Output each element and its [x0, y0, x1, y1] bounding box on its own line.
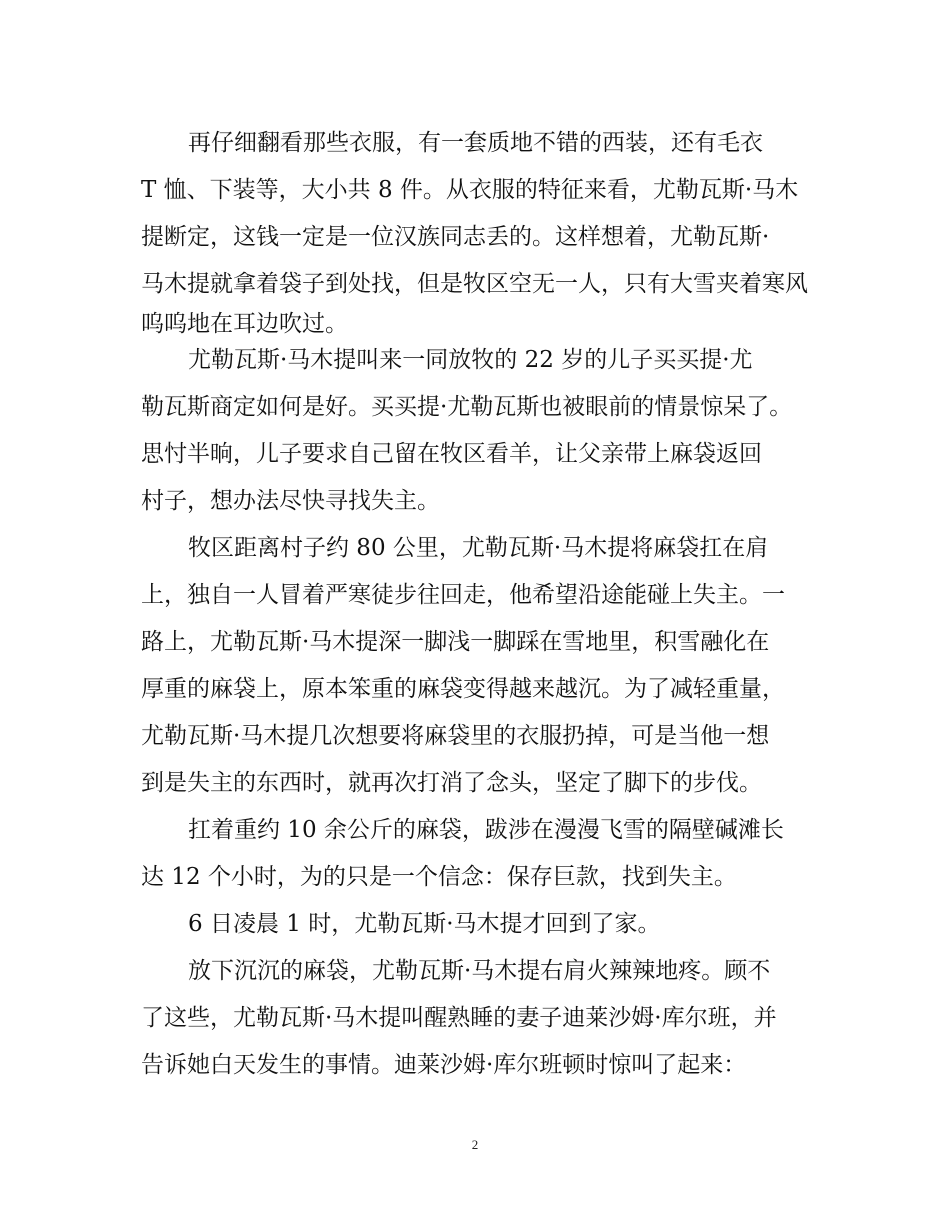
text-line: 提断定，这钱一定是一位汉族同志丢的。这样想着，尤勒瓦斯·	[141, 224, 770, 250]
text-line: 思忖半晌，儿子要求自己留在牧区看羊，让父亲带上麻袋返回	[141, 441, 762, 467]
text-line: 村子，想办法尽快寻找失主。	[141, 488, 440, 514]
text-line: 放下沉沉的麻袋，尤勒瓦斯·马木提右肩火辣辣地疼。顾不	[188, 958, 771, 984]
text-line: 6 日凌晨 1 时，尤勒瓦斯·马木提才回到了家。	[188, 911, 661, 937]
text-line: T 恤、下装等，大小共 8 件。从衣服的特征来看，尤勒瓦斯·马木	[141, 177, 799, 203]
text-line: 马木提就拿着袋子到处找，但是牧区空无一人，只有大雪夹着寒风	[141, 271, 808, 297]
text-line: 扛着重约 10 余公斤的麻袋，跋涉在漫漫飞雪的隔壁碱滩长	[188, 817, 784, 843]
text-line: 尤勒瓦斯·马木提几次想要将麻袋里的衣服扔掉，可是当他一想	[141, 723, 770, 749]
text-line: 再仔细翻看那些衣服，有一套质地不错的西装，还有毛衣	[188, 130, 763, 156]
text-line: 达 12 个小时，为的只是一个信念：保存巨款，找到失主。	[141, 864, 737, 890]
page-number: 2	[471, 1137, 479, 1152]
text-line: 了这些，尤勒瓦斯·马木提叫醒熟睡的妻子迪莱沙姆·库尔班，并	[141, 1005, 777, 1031]
text-line: 路上，尤勒瓦斯·马木提深一脚浅一脚踩在雪地里，积雪融化在	[141, 629, 770, 655]
text-line: 厚重的麻袋上，原本笨重的麻袋变得越来越沉。为了减轻重量，	[141, 676, 785, 702]
text-line: 尤勒瓦斯·马木提叫来一同放牧的 22 岁的儿子买买提·尤	[188, 347, 753, 373]
text-line: 牧区距离村子约 80 公里，尤勒瓦斯·马木提将麻袋扛在肩	[188, 535, 769, 561]
text-line: 告诉她白天发生的事情。迪莱沙姆·库尔班顿时惊叫了起来：	[141, 1052, 747, 1078]
text-line: 到是失主的东西时，就再次打消了念头，坚定了脚下的步伐。	[141, 770, 762, 796]
text-line: 勒瓦斯商定如何是好。买买提·尤勒瓦斯也被眼前的情景惊呆了。	[141, 394, 793, 420]
text-line: 上，独自一人冒着严寒徒步往回走，他希望沿途能碰上失主。一	[141, 582, 785, 608]
text-line: 呜呜地在耳边吹过。	[141, 311, 348, 337]
